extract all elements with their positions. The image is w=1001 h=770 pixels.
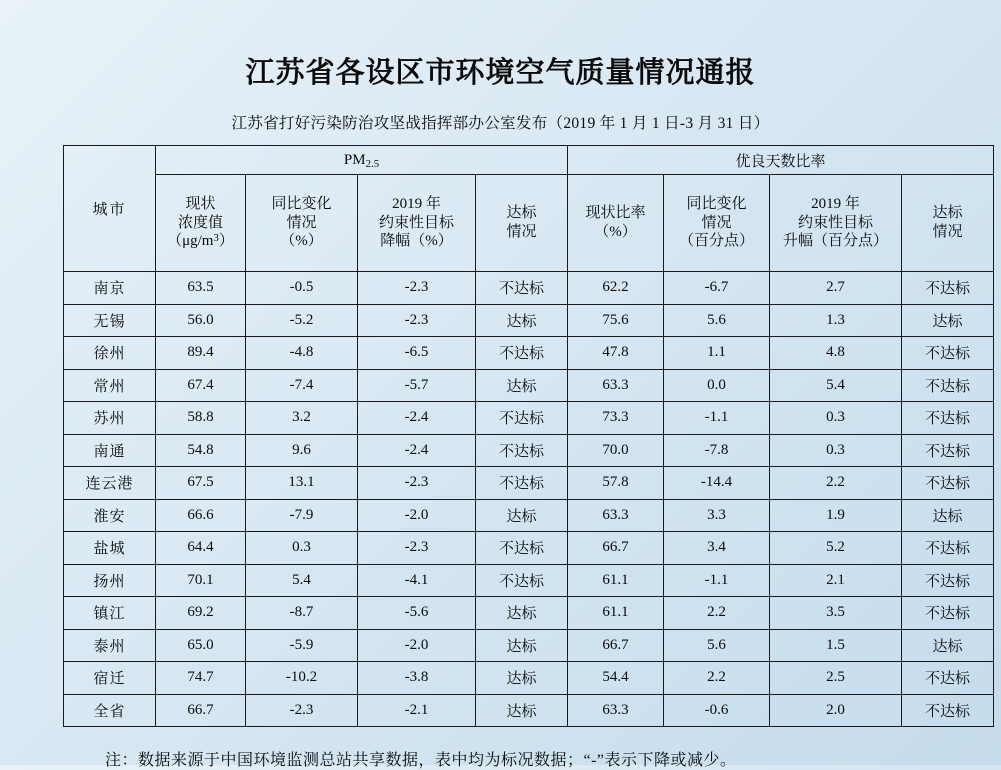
cell-gd-status: 不达标	[902, 434, 994, 467]
cell-pm25-status: 不达标	[476, 402, 568, 435]
cell-pm25-yoy: -8.7	[246, 597, 358, 630]
cell-gd-target: 2.0	[770, 694, 902, 727]
cell-pm25-yoy: -2.3	[246, 694, 358, 727]
cell-gd-status: 达标	[902, 304, 994, 337]
cell-pm25-target: -2.3	[358, 272, 476, 305]
col-header-gd-yoy-line1: 同比变化	[686, 195, 747, 212]
cell-gd-target: 5.4	[770, 369, 902, 402]
cell-gd-target: 2.2	[770, 467, 902, 500]
cell-gd-current: 61.1	[568, 597, 664, 630]
col-header-pm25-current-line3	[156, 232, 245, 251]
col-header-good-days-target	[770, 175, 902, 272]
col-header-pm25-target-line1: 2019 年	[392, 195, 441, 212]
col-header-good-days-status	[902, 175, 994, 272]
cell-gd-current: 70.0	[568, 434, 664, 467]
cell-gd-yoy: 5.6	[664, 629, 770, 662]
col-header-pm25-target-line3: 降幅（%）	[380, 233, 453, 250]
table-row	[64, 597, 994, 630]
unit-prefix: （μg/m	[167, 233, 214, 250]
cell-pm25-status: 达标	[476, 662, 568, 695]
cell-city: 南京	[64, 272, 156, 305]
col-header-good-days-current	[568, 175, 664, 272]
cell-pm25-target: -2.0	[358, 629, 476, 662]
cell-gd-target: 1.3	[770, 304, 902, 337]
cell-gd-target: 0.3	[770, 402, 902, 435]
cell-city: 扬州	[64, 564, 156, 597]
cell-city: 宿迁	[64, 662, 156, 695]
cell-pm25-yoy: -4.8	[246, 337, 358, 370]
table-row	[64, 532, 994, 565]
cell-city: 南通	[64, 434, 156, 467]
cell-gd-target: 5.2	[770, 532, 902, 565]
cell-pm25-current: 64.4	[156, 532, 246, 565]
cell-gd-target: 2.1	[770, 564, 902, 597]
table-row	[64, 434, 994, 467]
pm25-label: PM	[343, 151, 366, 168]
cell-gd-status: 不达标	[902, 272, 994, 305]
cell-pm25-yoy: -7.4	[246, 369, 358, 402]
cell-city: 连云港	[64, 467, 156, 500]
col-header-good-days-yoy	[664, 175, 770, 272]
col-header-pm25-status-line1: 达标	[506, 205, 537, 222]
cell-pm25-yoy: 13.1	[246, 467, 358, 500]
cell-gd-yoy: 5.6	[664, 304, 770, 337]
col-header-gd-yoy-line3: （百分点）	[678, 233, 754, 250]
cell-gd-target: 2.5	[770, 662, 902, 695]
cell-pm25-yoy: 5.4	[246, 564, 358, 597]
cell-pm25-current: 67.5	[156, 467, 246, 500]
cell-pm25-yoy: -0.5	[246, 272, 358, 305]
cell-pm25-yoy: -5.2	[246, 304, 358, 337]
cell-pm25-yoy: 0.3	[246, 532, 358, 565]
cell-gd-status: 不达标	[902, 402, 994, 435]
cell-gd-yoy: 3.4	[664, 532, 770, 565]
cell-gd-status: 不达标	[902, 662, 994, 695]
table-row	[64, 369, 994, 402]
cell-gd-status: 不达标	[902, 532, 994, 565]
cell-gd-current: 75.6	[568, 304, 664, 337]
cell-pm25-target: -2.1	[358, 694, 476, 727]
cell-gd-current: 66.7	[568, 629, 664, 662]
cell-pm25-current: 74.7	[156, 662, 246, 695]
cell-gd-target: 2.7	[770, 272, 902, 305]
cell-pm25-status: 不达标	[476, 337, 568, 370]
cell-city: 全省	[64, 694, 156, 727]
cell-gd-yoy: -7.8	[664, 434, 770, 467]
cell-pm25-target: -4.1	[358, 564, 476, 597]
cell-pm25-target: -5.7	[358, 369, 476, 402]
table-group-header-row	[64, 146, 994, 175]
col-group-header-pm25	[156, 146, 568, 175]
cell-pm25-yoy: 3.2	[246, 402, 358, 435]
cell-gd-yoy: 1.1	[664, 337, 770, 370]
col-header-gd-target-line1: 2019 年	[811, 195, 860, 212]
col-header-pm25-yoy-line1: 同比变化	[271, 195, 332, 212]
air-quality-table	[63, 145, 994, 727]
cell-city: 常州	[64, 369, 156, 402]
cell-pm25-target: -2.3	[358, 467, 476, 500]
cell-pm25-current: 69.2	[156, 597, 246, 630]
cell-gd-status: 不达标	[902, 467, 994, 500]
col-group-header-good-days: 优良天数比率	[568, 146, 994, 175]
cell-gd-current: 63.3	[568, 499, 664, 532]
cell-pm25-current: 54.8	[156, 434, 246, 467]
cell-gd-current: 57.8	[568, 467, 664, 500]
col-header-gd-current-line1: 现状比率	[585, 205, 646, 222]
cell-city: 苏州	[64, 402, 156, 435]
cell-pm25-current: 66.6	[156, 499, 246, 532]
cell-pm25-status: 达标	[476, 304, 568, 337]
col-header-gd-current-line2: （%）	[594, 224, 637, 240]
unit-suffix: ）	[218, 233, 234, 250]
cell-city: 徐州	[64, 337, 156, 370]
cell-gd-current: 47.8	[568, 337, 664, 370]
cell-pm25-status: 达标	[476, 369, 568, 402]
cell-gd-yoy: -1.1	[664, 564, 770, 597]
unit-superscript: 3	[213, 231, 219, 244]
cell-gd-target: 1.5	[770, 629, 902, 662]
col-header-gd-target-line2: 约束性目标	[797, 214, 873, 231]
cell-pm25-target: -3.8	[358, 662, 476, 695]
cell-gd-yoy: -0.6	[664, 694, 770, 727]
cell-pm25-yoy: -7.9	[246, 499, 358, 532]
cell-gd-current: 66.7	[568, 532, 664, 565]
cell-gd-yoy: -1.1	[664, 402, 770, 435]
col-header-pm25-yoy-line2: 情况	[286, 214, 317, 231]
cell-city: 泰州	[64, 629, 156, 662]
cell-gd-status: 不达标	[902, 694, 994, 727]
cell-city: 盐城	[64, 532, 156, 565]
cell-pm25-target: -2.3	[358, 304, 476, 337]
col-header-gd-target-line3: 升幅（百分点）	[782, 233, 888, 250]
cell-pm25-current: 66.7	[156, 694, 246, 727]
col-header-gd-status-line1: 达标	[932, 205, 963, 222]
cell-pm25-target: -6.5	[358, 337, 476, 370]
table-row-total	[64, 694, 994, 727]
cell-pm25-target: -2.4	[358, 402, 476, 435]
pm25-subscript: 2.5	[365, 157, 380, 170]
table-row	[64, 629, 994, 662]
col-header-pm25-target-line2: 约束性目标	[378, 214, 454, 231]
cell-pm25-status: 不达标	[476, 564, 568, 597]
cell-pm25-yoy: 9.6	[246, 434, 358, 467]
cell-pm25-yoy: -10.2	[246, 662, 358, 695]
col-header-gd-yoy-line2: 情况	[701, 214, 732, 231]
cell-pm25-target: -2.3	[358, 532, 476, 565]
cell-gd-status: 达标	[902, 629, 994, 662]
cell-pm25-current: 65.0	[156, 629, 246, 662]
table-row	[64, 564, 994, 597]
cell-gd-yoy: -6.7	[664, 272, 770, 305]
cell-gd-status: 达标	[902, 499, 994, 532]
page-subtitle: 江苏省打好污染防治攻坚战指挥部办公室发布（2019 年 1 月 1 日-3 月 31 日）	[231, 115, 770, 132]
cell-pm25-status: 达标	[476, 499, 568, 532]
col-header-city: 城市	[64, 146, 156, 272]
cell-gd-yoy: 0.0	[664, 369, 770, 402]
cell-gd-current: 73.3	[568, 402, 664, 435]
col-header-pm25-status	[476, 175, 568, 272]
cell-gd-target: 4.8	[770, 337, 902, 370]
cell-pm25-current: 89.4	[156, 337, 246, 370]
table-row	[64, 499, 994, 532]
cell-pm25-status: 不达标	[476, 434, 568, 467]
table-row	[64, 272, 994, 305]
report-table-container	[63, 145, 971, 727]
cell-gd-status: 不达标	[902, 337, 994, 370]
col-header-pm25-yoy	[246, 175, 358, 272]
cell-gd-yoy: 2.2	[664, 662, 770, 695]
cell-pm25-status: 不达标	[476, 272, 568, 305]
cell-pm25-status: 不达标	[476, 467, 568, 500]
cell-pm25-yoy: -5.9	[246, 629, 358, 662]
cell-gd-current: 54.4	[568, 662, 664, 695]
cell-gd-target: 0.3	[770, 434, 902, 467]
cell-pm25-current: 58.8	[156, 402, 246, 435]
cell-pm25-target: -2.0	[358, 499, 476, 532]
col-header-pm25-status-line2: 情况	[506, 224, 537, 240]
table-header	[64, 146, 994, 272]
cell-pm25-status: 不达标	[476, 532, 568, 565]
col-header-pm25-current-line2: 浓度值	[177, 214, 223, 231]
cell-pm25-current: 63.5	[156, 272, 246, 305]
table-row	[64, 662, 994, 695]
cell-pm25-status: 达标	[476, 629, 568, 662]
cell-gd-yoy: 2.2	[664, 597, 770, 630]
table-body	[64, 272, 994, 727]
cell-gd-target: 3.5	[770, 597, 902, 630]
col-header-pm25-current-line1: 现状	[185, 195, 216, 212]
cell-city: 淮安	[64, 499, 156, 532]
col-header-pm25-target	[358, 175, 476, 272]
cell-city: 无锡	[64, 304, 156, 337]
cell-gd-current: 62.2	[568, 272, 664, 305]
table-row	[64, 402, 994, 435]
cell-gd-current: 61.1	[568, 564, 664, 597]
cell-gd-yoy: -14.4	[664, 467, 770, 500]
cell-pm25-current: 70.1	[156, 564, 246, 597]
table-row	[64, 467, 994, 500]
cell-gd-current: 63.3	[568, 369, 664, 402]
footnote: 注：数据来源于中国环境监测总站共享数据，表中均为标况数据；“-”表示下降或减少。	[105, 752, 737, 769]
cell-pm25-target: -5.6	[358, 597, 476, 630]
cell-pm25-current: 56.0	[156, 304, 246, 337]
table-row	[64, 304, 994, 337]
cell-city: 镇江	[64, 597, 156, 630]
cell-pm25-status: 达标	[476, 694, 568, 727]
cell-gd-status: 不达标	[902, 597, 994, 630]
cell-gd-status: 不达标	[902, 369, 994, 402]
cell-pm25-target: -2.4	[358, 434, 476, 467]
col-header-pm25-yoy-line3: （%）	[280, 233, 323, 250]
cell-pm25-current: 67.4	[156, 369, 246, 402]
col-header-pm25-current	[156, 175, 246, 272]
col-header-gd-status-line2: 情况	[932, 224, 963, 240]
page-title: 江苏省各设区市环境空气质量情况通报	[245, 57, 756, 89]
cell-gd-status: 不达标	[902, 564, 994, 597]
table-row	[64, 337, 994, 370]
table-sub-header-row	[64, 175, 994, 272]
cell-gd-yoy: 3.3	[664, 499, 770, 532]
cell-gd-current: 63.3	[568, 694, 664, 727]
cell-pm25-status: 达标	[476, 597, 568, 630]
cell-gd-target: 1.9	[770, 499, 902, 532]
